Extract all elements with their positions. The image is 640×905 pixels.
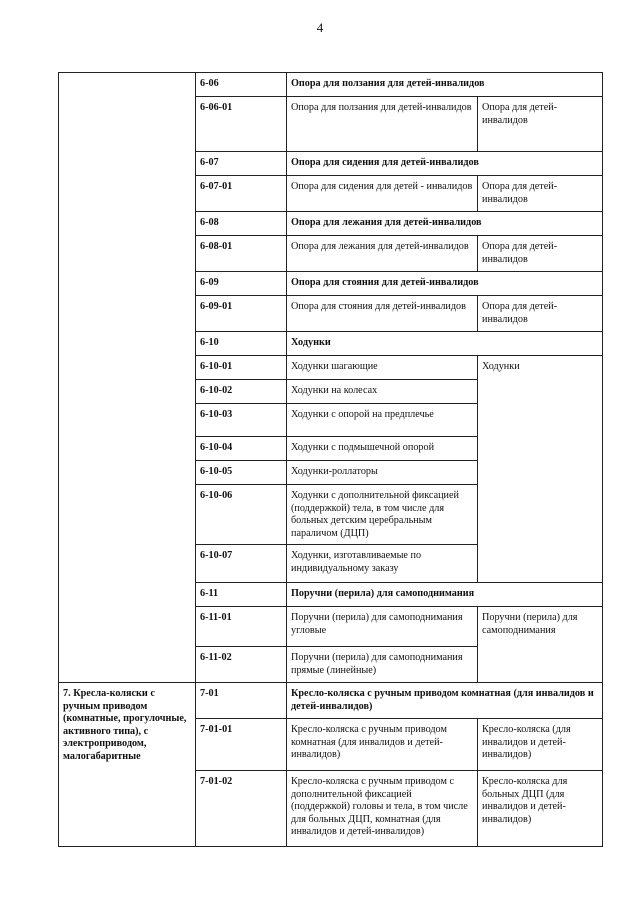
item-group: Опора для детей-инвалидов: [478, 97, 603, 152]
code-cell: 6-10-01: [196, 356, 287, 380]
rehab-means-table: [58, 72, 603, 847]
subgroup-heading: Поручни (перила) для самоподнимания: [287, 583, 603, 607]
subgroup-heading: Опора для сидения для детей-инвалидов: [287, 152, 603, 176]
code-cell: 6-10-07: [196, 545, 287, 583]
item-group: Опора для детей-инвалидов: [478, 296, 603, 332]
code-cell: 6-10-04: [196, 437, 287, 461]
item-name: Ходунки шагающие: [287, 356, 478, 380]
item-name: Опора для ползания для детей-инвалидов: [287, 97, 478, 152]
subgroup-heading: Опора для ползания для детей-инвалидов: [287, 73, 603, 97]
item-name: Кресло-коляска с ручным приводом комнатная (для инвалидов и детей-инвалидов): [287, 719, 478, 771]
item-name: Ходунки-роллаторы: [287, 461, 478, 485]
item-name: Кресло-коляска с ручным приводом с дополнительной фиксацией (поддержкой) головы и тела, в том числе для больных ДЦП, комнатная (для инвалидов и детей-инвалидов): [287, 771, 478, 847]
item-name: Поручни (перила) для самоподнимания прямые (линейные): [287, 647, 478, 683]
subgroup-heading: Опора для стояния для детей-инвалидов: [287, 272, 603, 296]
item-name: Опора для лежания для детей-инвалидов: [287, 236, 478, 272]
item-group: Поручни (перила) для самоподнимания: [478, 607, 603, 683]
code-cell: 6-08-01: [196, 236, 287, 272]
subgroup-heading: Опора для лежания для детей-инвалидов: [287, 212, 603, 236]
code-cell: 6-09-01: [196, 296, 287, 332]
code-cell: 7-01: [196, 683, 287, 719]
item-name: Ходунки с опорой на предплечье: [287, 404, 478, 437]
item-group: Опора для детей-инвалидов: [478, 176, 603, 212]
item-group: Ходунки: [478, 356, 603, 583]
item-name: Ходунки с дополнительной фиксацией (поддержкой) тела, в том числе для больных детским церебральным параличом (ДЦП): [287, 485, 478, 545]
code-cell: 6-11-02: [196, 647, 287, 683]
code-cell: 6-06: [196, 73, 287, 97]
subgroup-heading: Ходунки: [287, 332, 603, 356]
item-group: Кресло-коляска для больных ДЦП (для инвалидов и детей-инвалидов): [478, 771, 603, 847]
code-cell: 6-10-05: [196, 461, 287, 485]
item-group: Кресло-коляска (для инвалидов и детей-инвалидов): [478, 719, 603, 771]
item-name: Поручни (перила) для самоподнимания угловые: [287, 607, 478, 647]
code-cell: 6-10-06: [196, 485, 287, 545]
code-cell: 6-10-02: [196, 380, 287, 404]
code-cell: 6-10-03: [196, 404, 287, 437]
item-name: Ходунки на колесах: [287, 380, 478, 404]
code-cell: 6-09: [196, 272, 287, 296]
code-cell: 6-11-01: [196, 607, 287, 647]
code-cell: 6-10: [196, 332, 287, 356]
code-cell: 6-07-01: [196, 176, 287, 212]
item-name: Опора для сидения для детей - инвалидов: [287, 176, 478, 212]
page-number: 4: [316, 20, 324, 35]
code-cell: 6-07: [196, 152, 287, 176]
item-group: Опора для детей-инвалидов: [478, 236, 603, 272]
category-cell-empty: [59, 73, 196, 683]
item-name: Опора для стояния для детей-инвалидов: [287, 296, 478, 332]
category-cell: 7. Кресла-коляски с ручным приводом (комнатные, прогулочные, активного типа), с электроприводом, малогабаритные: [59, 683, 196, 847]
item-name: Ходунки, изготавливаемые по индивидуальному заказу: [287, 545, 478, 583]
subgroup-heading: Кресло-коляска с ручным приводом комнатная (для инвалидов и детей-инвалидов): [287, 683, 603, 719]
code-cell: 7-01-02: [196, 771, 287, 847]
code-cell: 6-08: [196, 212, 287, 236]
item-name: Ходунки с подмышечной опорой: [287, 437, 478, 461]
code-cell: 7-01-01: [196, 719, 287, 771]
code-cell: 6-06-01: [196, 97, 287, 152]
code-cell: 6-11: [196, 583, 287, 607]
